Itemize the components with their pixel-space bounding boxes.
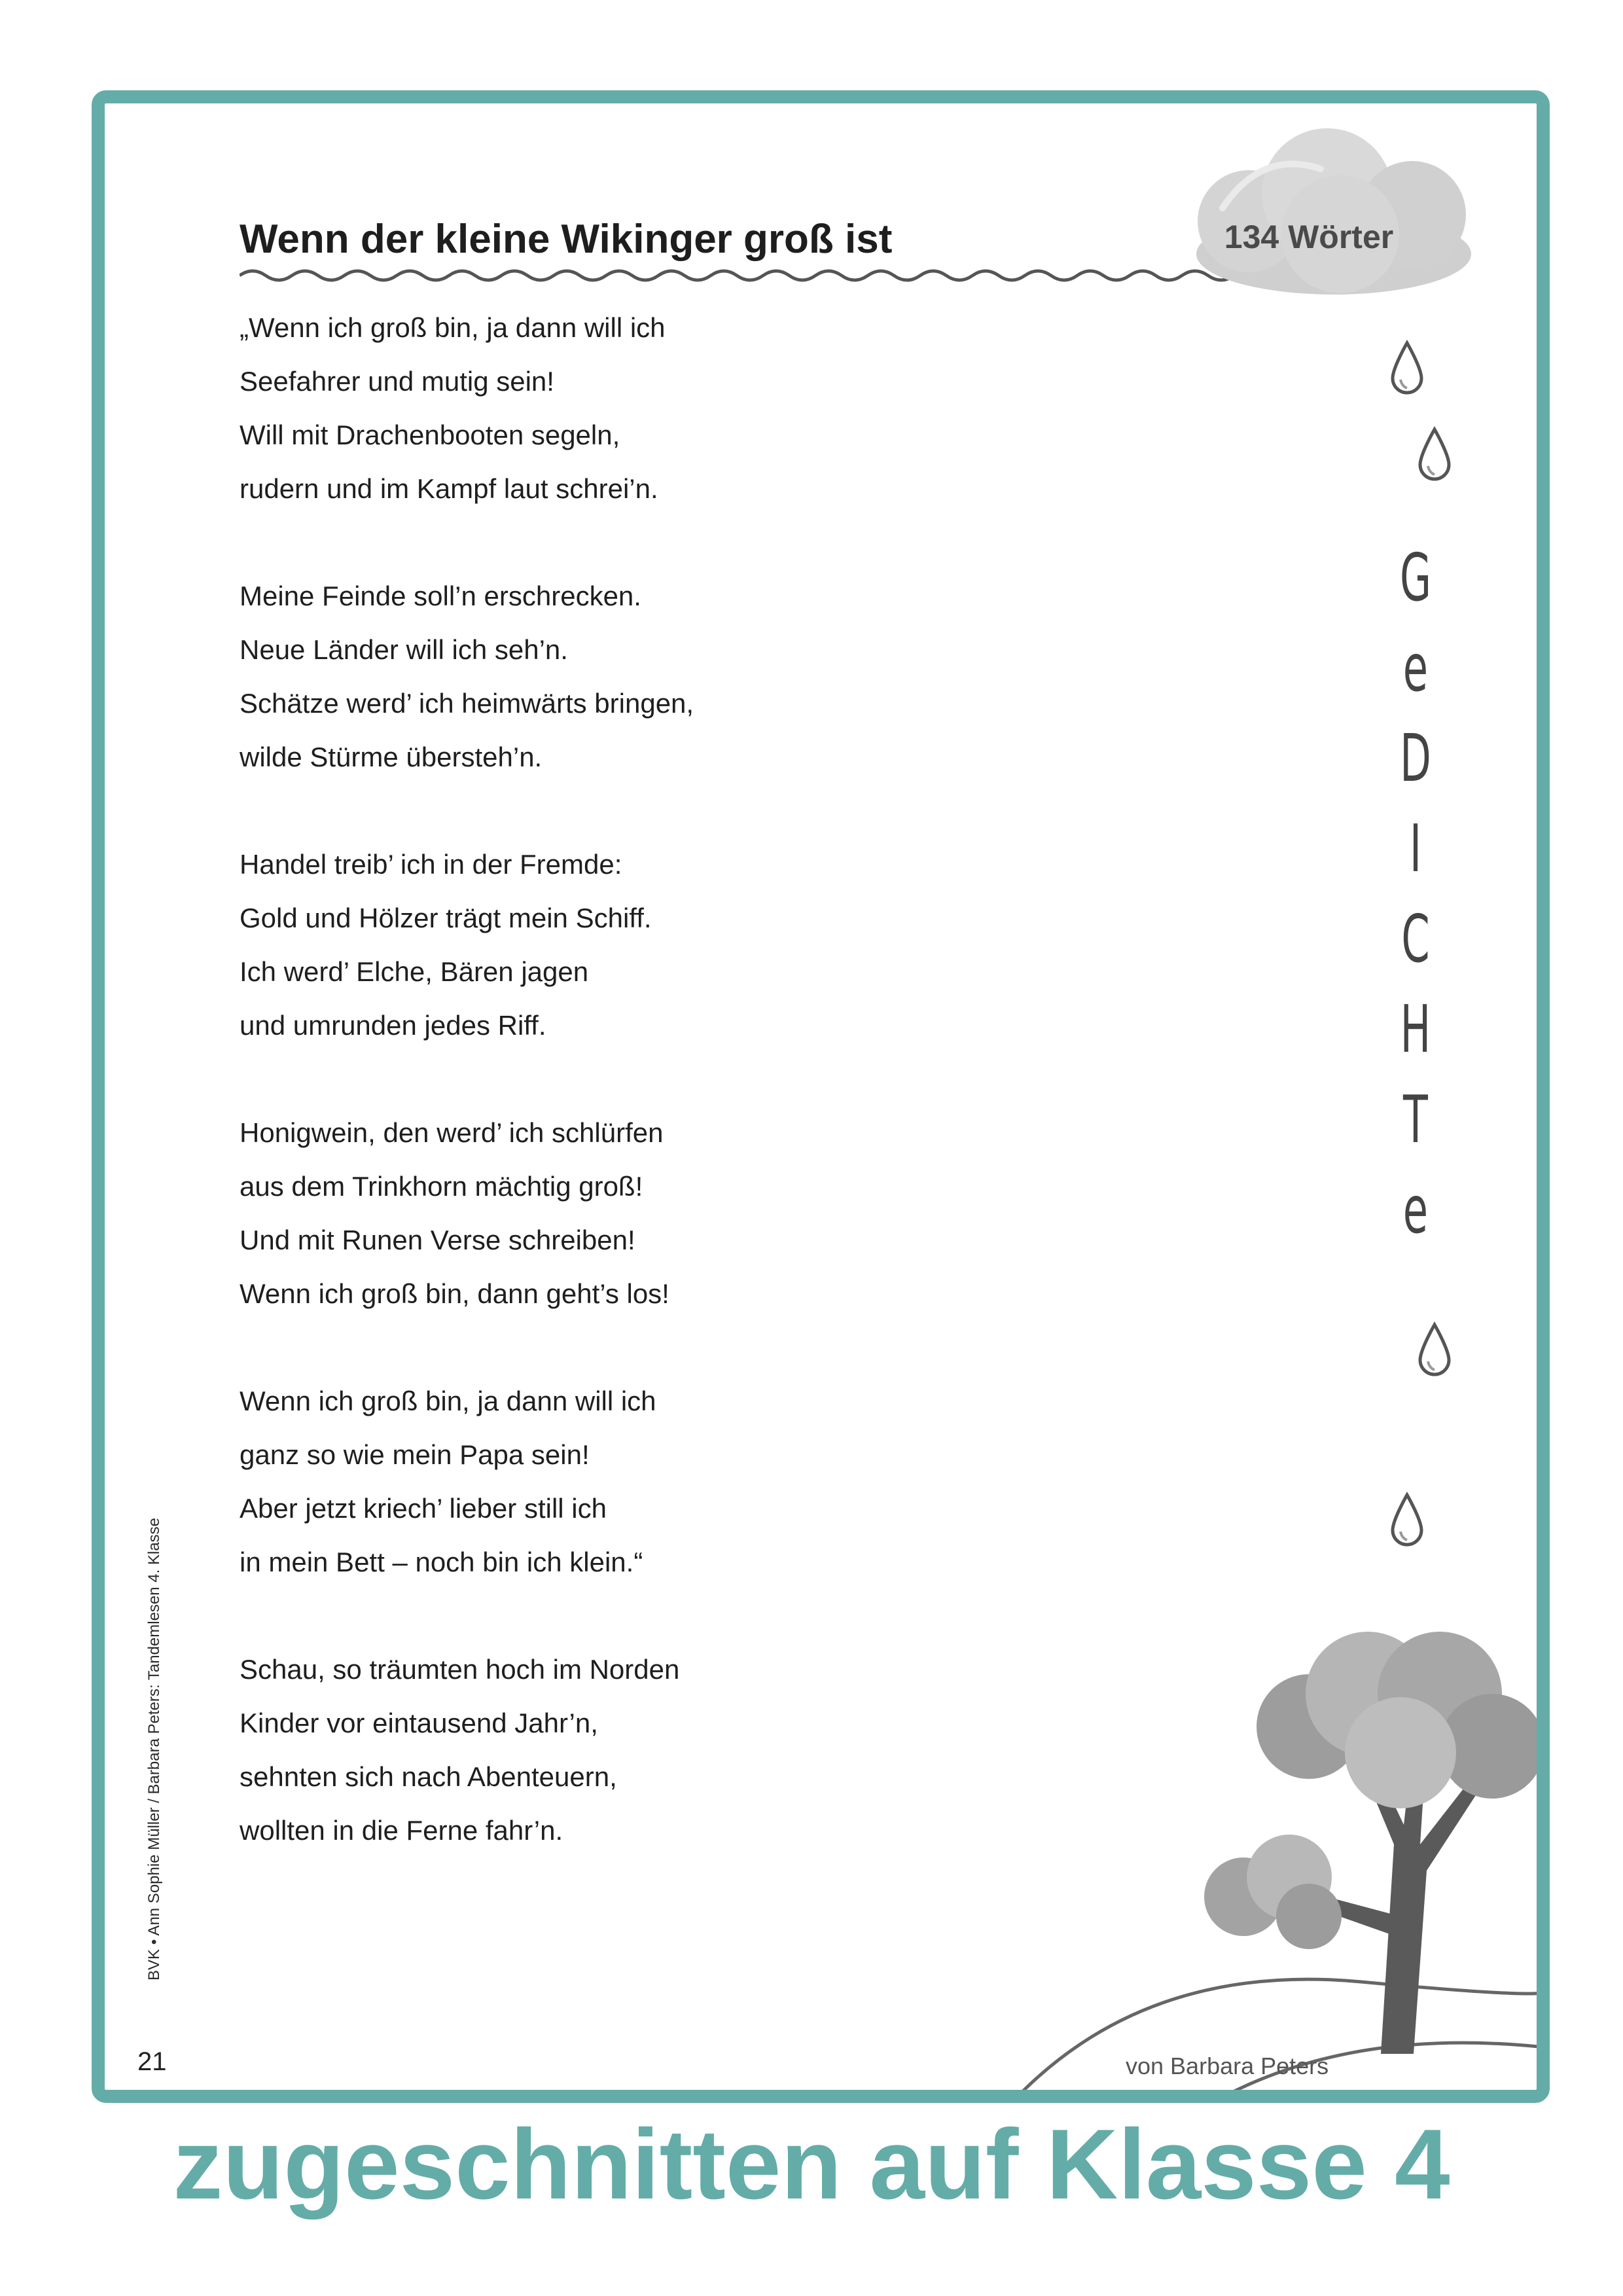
stanza: [240, 301, 1156, 516]
raindrop-icon: [1415, 1321, 1454, 1380]
genre-letter: e: [1402, 1172, 1429, 1248]
poem-line: Und mit Runen Verse schreiben!: [240, 1225, 635, 1255]
tree-icon: [995, 1596, 1544, 2093]
stanza: [240, 1374, 1156, 1589]
genre-letter: I: [1409, 810, 1422, 887]
poem-line: wilde Stürme übersteh’n.: [240, 742, 543, 772]
poem-line: Wenn ich groß bin, dann geht’s los!: [240, 1278, 669, 1309]
poem-line: Neue Länder will ich seh’n.: [240, 634, 568, 665]
poem-line: Aber jetzt kriech’ lieber still ich: [240, 1493, 607, 1524]
poem-line: Ich werd’ Elche, Bären jagen: [240, 956, 589, 987]
genre-letter: H: [1400, 991, 1431, 1067]
publisher-credit: BVK • Ann Sophie Müller / Barbara Peters: Tandemlesen 4. Klasse: [145, 1517, 163, 1981]
poem-line: sehnten sich nach Abenteuern,: [240, 1761, 617, 1792]
page-number: 21: [137, 2047, 167, 2076]
genre-letter: G: [1399, 539, 1432, 616]
genre-letter: C: [1401, 901, 1430, 977]
genre-letter: D: [1400, 720, 1431, 797]
raindrop-icon: [1387, 339, 1427, 398]
poem-line: Schau, so träumten hoch im Norden: [240, 1654, 680, 1685]
wavy-underline: [240, 266, 1260, 285]
cloud-icon: [1177, 123, 1491, 306]
poem-line: aus dem Trinkhorn mächtig groß!: [240, 1171, 643, 1202]
author-credit: von Barbara Peters: [1126, 2053, 1329, 2079]
poem-line: ganz so wie mein Papa sein!: [240, 1439, 590, 1470]
poem-line: Will mit Drachenbooten segeln,: [240, 420, 620, 450]
poem-title: Wenn der kleine Wikinger groß ist: [240, 217, 893, 262]
worksheet-page: [92, 90, 1550, 2103]
stanza: [240, 569, 1156, 784]
poem-line: Honigwein, den werd’ ich schlürfen: [240, 1117, 664, 1148]
poem-line: rudern und im Kampf laut schrei’n.: [240, 473, 658, 504]
raindrop-icon: [1387, 1491, 1427, 1550]
poem-line: Meine Feinde soll’n erschrecken.: [240, 581, 641, 611]
stanza: [240, 838, 1156, 1052]
poem-line: Wenn ich groß bin, ja dann will ich: [240, 1386, 656, 1416]
raindrop-icon: [1415, 425, 1454, 484]
poem-line: Schätze werd’ ich heimwärts bringen,: [240, 688, 694, 719]
poem-line: in mein Bett – noch bin ich klein.“: [240, 1547, 643, 1577]
genre-letter: T: [1403, 1081, 1428, 1158]
poem-line: „Wenn ich groß bin, ja dann will ich: [240, 312, 666, 343]
poem-line: Kinder vor eintausend Jahr’n,: [240, 1708, 598, 1738]
stanza: [240, 1106, 1156, 1321]
poem-line: und umrunden jedes Riff.: [240, 1010, 546, 1041]
poem-line: wollten in die Ferne fahr’n.: [240, 1815, 563, 1846]
poem-line: Seefahrer und mutig sein!: [240, 366, 554, 397]
word-count-badge: 134 Wörter: [1224, 219, 1394, 255]
banner-caption: zugeschnitten auf Klasse 4: [173, 2109, 1450, 2220]
poem-line: Handel treib’ ich in der Fremde:: [240, 849, 622, 880]
genre-letter: e: [1402, 630, 1429, 706]
poem-line: Gold und Hölzer trägt mein Schiff.: [240, 903, 652, 933]
